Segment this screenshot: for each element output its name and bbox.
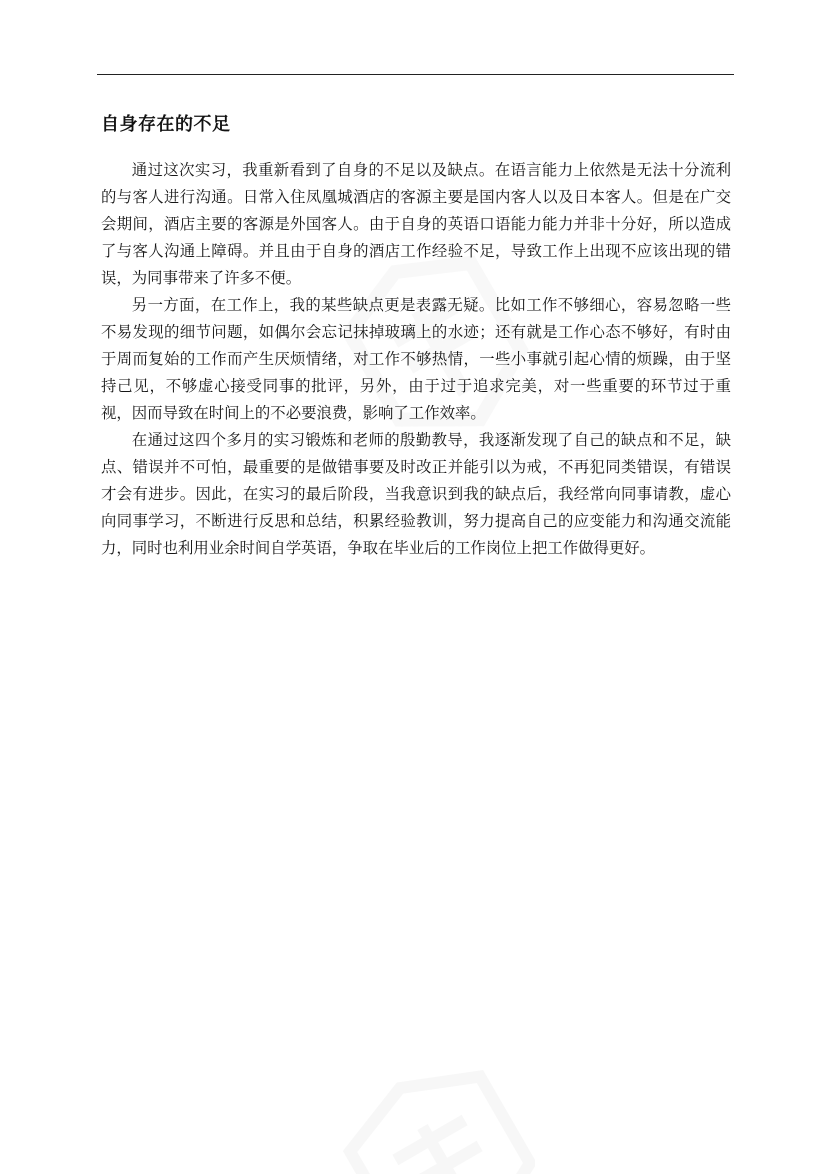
paragraph: 在通过这四个多月的实习锻炼和老师的殷勤教导，我逐渐发现了自己的缺点和不足，缺点、错误并不可怕，最重要的是做错事要及时改正并能引以为戒，不再犯同类错误，有错误才会有进步。因此，在实习的最后阶段，当我意识到我的缺点后，我经常向同事请教，虚心向同事学习，不断进行反思和总结，积累经验教训，努力提高自己的应变能力和沟通交流能力，同时也利用业余时间自学英语，争取在毕业后的工作岗位上把工作做得更好。 — [101, 431, 731, 557]
section-title: 自身存在的不足 — [101, 114, 231, 135]
body-text — [101, 157, 731, 562]
header-rule — [97, 74, 734, 75]
paragraph: 通过这次实习，我重新看到了自身的不足以及缺点。在语言能力上依然是无法十分流利的与客人进行沟通。日常入住凤凰城酒店的客源主要是国内客人以及日本客人。但是在广交会期间，酒店主要的客源是外国客人。由于自身的英语口语能力能力并非十分好，所以造成了与客人沟通上障碍。并且由于自身的酒店工作经验不足，导致工作上出现不应该出现的错误，为同事带来了许多不便。 — [101, 161, 731, 287]
paragraph: 另一方面，在工作上，我的某些缺点更是表露无疑。比如工作不够细心，容易忽略一些不易发现的细节问题，如偶尔会忘记抹掉玻璃上的水迹；还有就是工作心态不够好，有时由于周而复始的工作而产生厌烦情绪，对工作不够热情，一些小事就引起心情的烦躁，由于坚持己见，不够虚心接受同事的批评，另外，由于过于追求完美，对一些重要的环节过于重视，因而导致在时间上的不必要浪费，影响了工作效率。 — [101, 296, 731, 422]
watermark-logo-icon — [325, 1050, 535, 1174]
